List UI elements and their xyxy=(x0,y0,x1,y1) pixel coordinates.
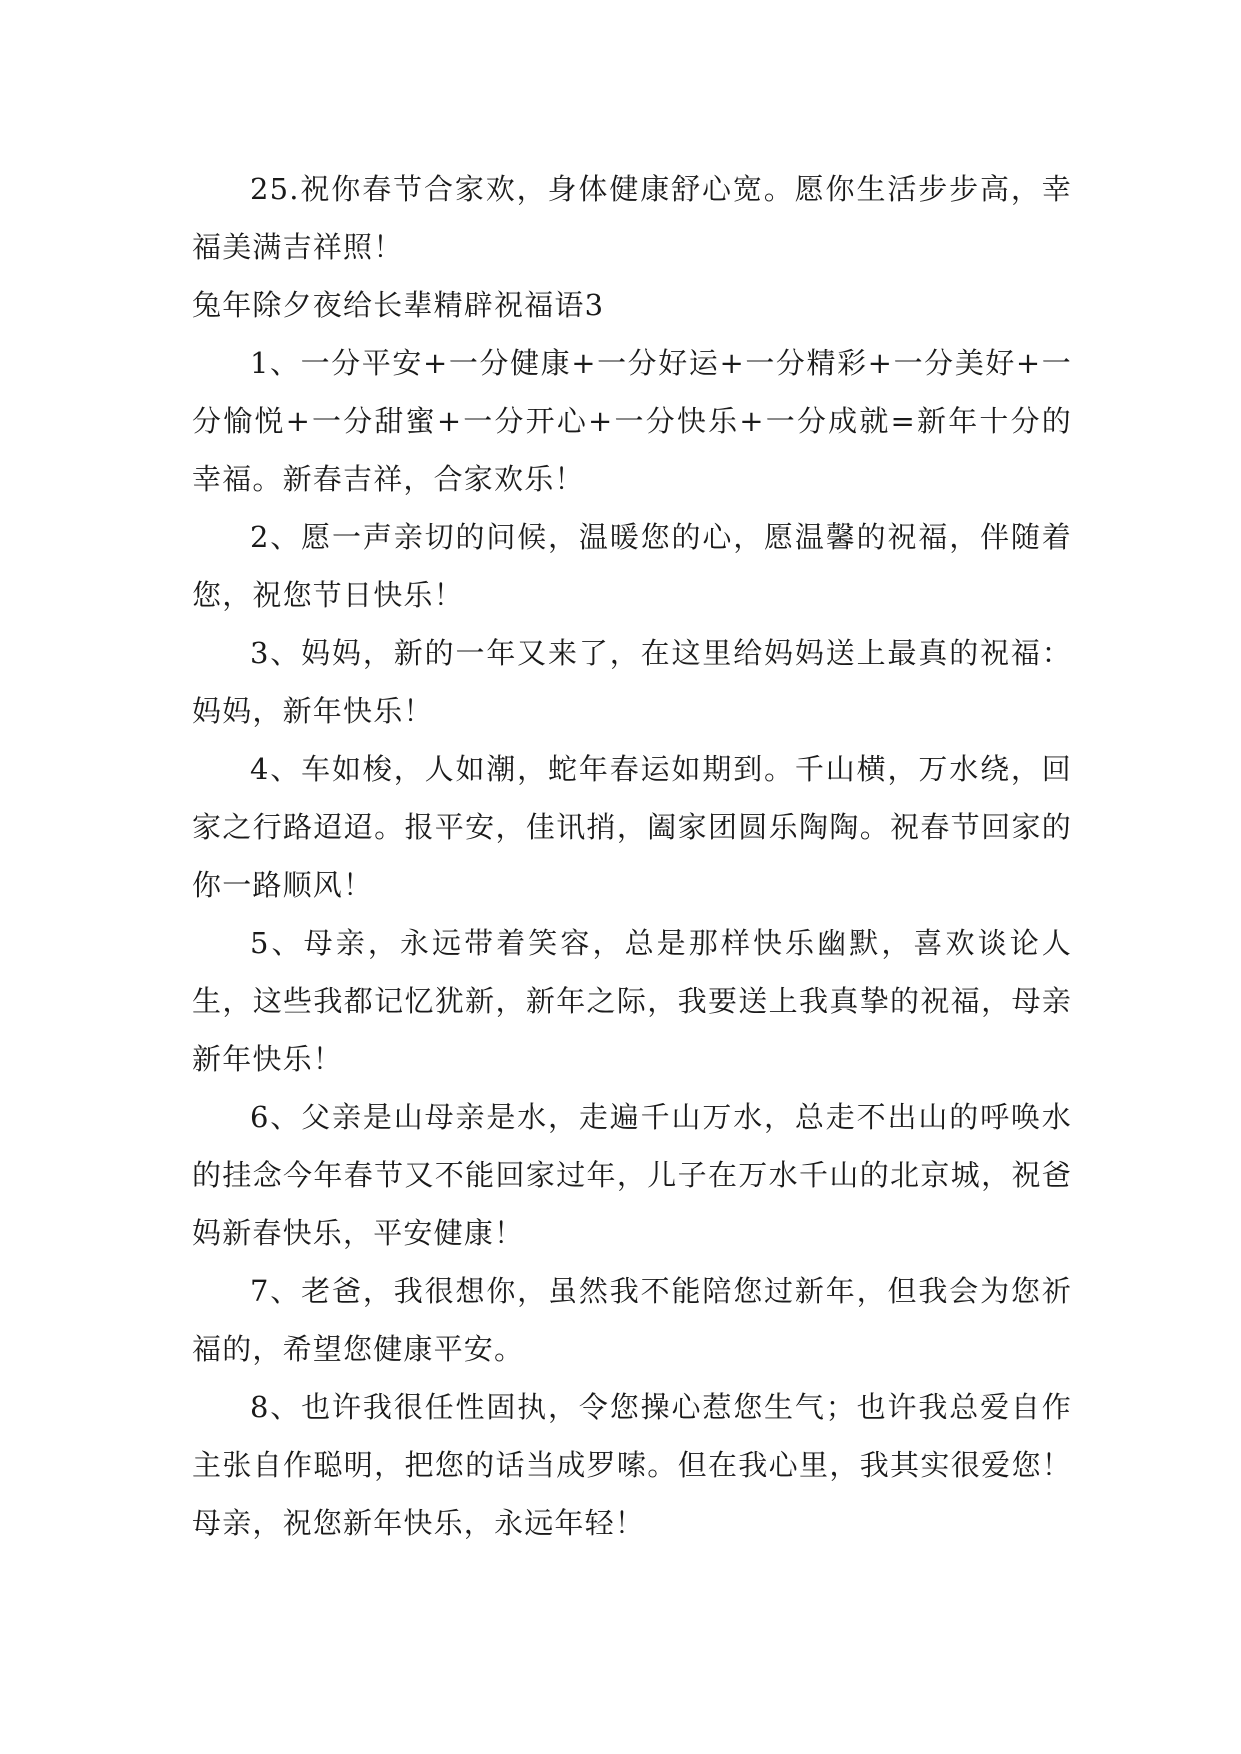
intro-paragraph: 25.祝你春节合家欢，身体健康舒心宽。愿你生活步步高，幸福美满吉祥照！ xyxy=(192,172,1072,264)
greeting-item-7: 7、老爸，我很想你，虽然我不能陪您过新年，但我会为您祈福的，希望您健康平安。 xyxy=(192,1274,1072,1366)
document-body xyxy=(192,160,1072,1552)
greeting-item-2: 2、愿一声亲切的问候，温暖您的心，愿温馨的祝福，伴随着您，祝您节日快乐！ xyxy=(192,520,1072,612)
greeting-item-3: 3、妈妈，新的一年又来了，在这里给妈妈送上最真的祝福：妈妈，新年快乐！ xyxy=(192,636,1072,728)
greeting-item-5: 5、母亲，永远带着笑容，总是那样快乐幽默，喜欢谈论人生，这些我都记忆犹新，新年之际，我要送上我真挚的祝福，母亲新年快乐！ xyxy=(192,926,1072,1076)
greeting-item-8: 8、也许我很任性固执，令您操心惹您生气；也许我总爱自作主张自作聪明，把您的话当成罗嗦。但在我心里，我其实很爱您！母亲，祝您新年快乐，永远年轻！ xyxy=(192,1390,1072,1540)
greeting-item-1: 1、一分平安+一分健康+一分好运+一分精彩+一分美好+一分愉悦+一分甜蜜+一分开心+一分快乐+一分成就=新年十分的幸福。新春吉祥，合家欢乐！ xyxy=(192,346,1072,496)
greeting-item-6: 6、父亲是山母亲是水，走遍千山万水，总走不出山的呼唤水的挂念今年春节又不能回家过年，儿子在万水千山的北京城，祝爸妈新春快乐，平安健康！ xyxy=(192,1100,1072,1250)
greeting-item-4: 4、车如梭，人如潮，蛇年春运如期到。千山横，万水绕，回家之行路迢迢。报平安，佳讯捎，阖家团圆乐陶陶。祝春节回家的你一路顺风！ xyxy=(192,752,1072,902)
section-heading: 兔年除夕夜给长辈精辟祝福语3 xyxy=(192,288,605,322)
